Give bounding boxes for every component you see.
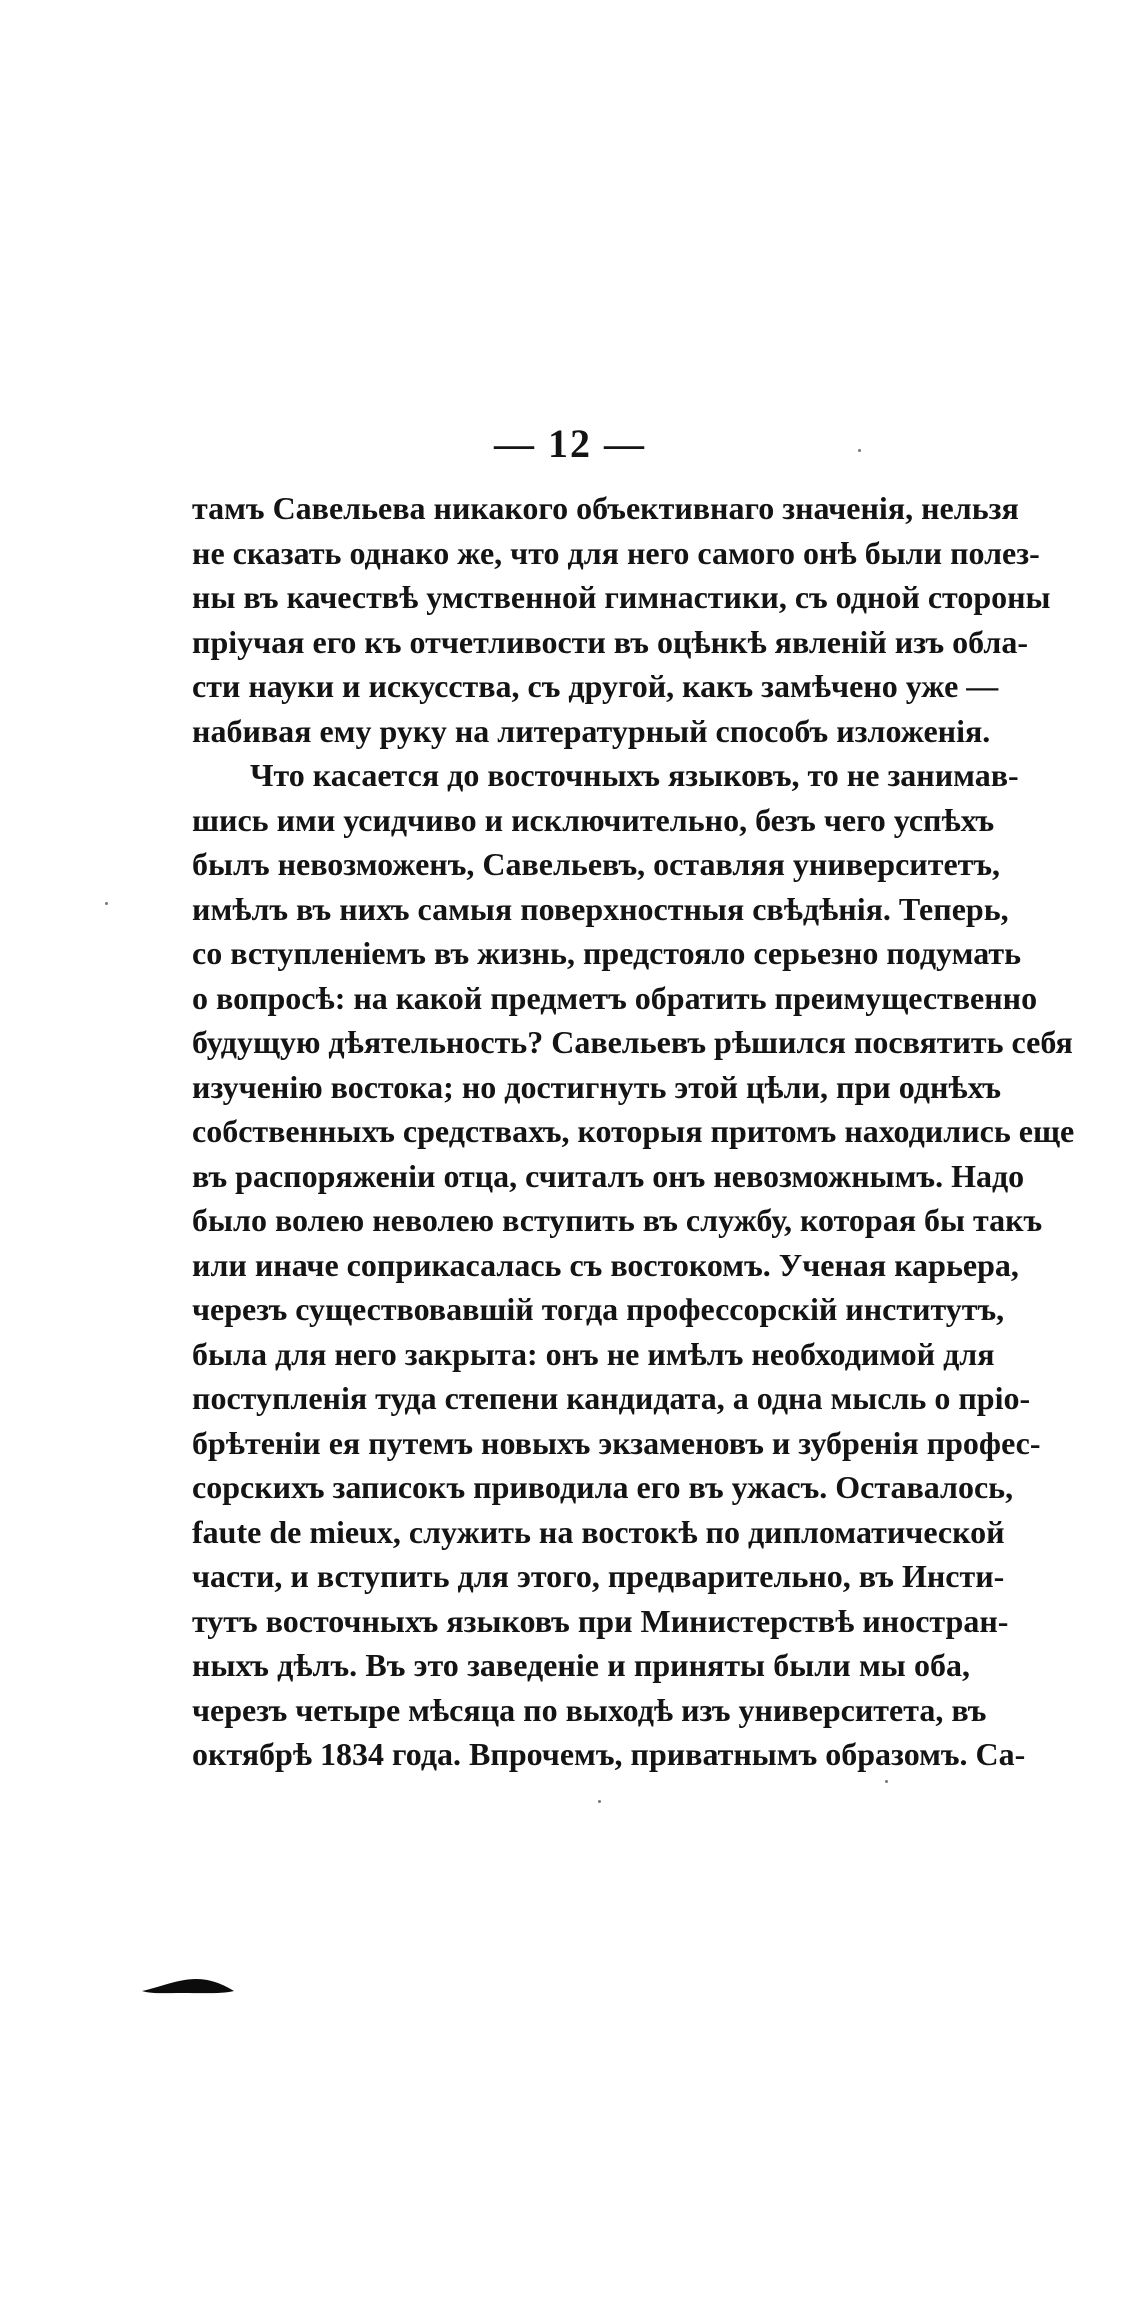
text-line: черезъ четыре мѣсяца по выходѣ изъ университета, въ xyxy=(192,1691,987,1728)
text-line: изученію востока; но достигнуть этой цѣли, при однѣхъ xyxy=(192,1068,1002,1105)
paragraph-2 xyxy=(192,753,1075,1777)
scan-speck xyxy=(858,449,861,452)
text-line: имѣлъ въ нихъ самыя поверхностныя свѣдѣнія. Теперь, xyxy=(192,890,1009,927)
text-line: пріучая его къ отчетливости въ оцѣнкѣ явленій изъ обла- xyxy=(192,623,1028,660)
text-line: faute de mieux, служить на востокѣ по дипломатической xyxy=(192,1513,1005,1550)
ink-blot-mark xyxy=(142,1977,234,1997)
text-line: ны въ качествѣ умственной гимнастики, съ одной стороны xyxy=(192,579,1051,615)
page-number: — 12 — xyxy=(494,421,646,466)
body-text xyxy=(192,486,1075,1777)
text-line: Что касается до восточныхъ языковъ, то не занимав- xyxy=(250,757,1019,793)
text-line: тамъ Савельева никакого объективнаго значенія, нельзя xyxy=(192,490,1019,526)
text-line: брѣтеніи ея путемъ новыхъ экзаменовъ и зубренія профес- xyxy=(192,1424,1041,1461)
paragraph-1 xyxy=(192,486,1051,753)
text-line: не сказать однако же, что для него самого онѣ были полез- xyxy=(192,534,1040,571)
scan-speck xyxy=(598,1800,601,1803)
scan-speck xyxy=(885,1780,888,1783)
scan-speck xyxy=(105,902,108,905)
text-line: былъ невозможенъ, Савельевъ, оставляя университетъ, xyxy=(192,846,1001,882)
text-line: тутъ восточныхъ языковъ при Министерствѣ иностран- xyxy=(192,1602,1009,1639)
text-line: о вопросѣ: на какой предметъ обратить преимущественно xyxy=(192,979,1038,1016)
text-line: октябрѣ 1834 года. Впрочемъ, приватнымъ образомъ. Са- xyxy=(192,1736,1026,1772)
text-line: собственныхъ средствахъ, которыя притомъ находились еще xyxy=(192,1113,1075,1149)
text-line: въ распоряженіи отца, считалъ онъ невозможнымъ. Надо xyxy=(192,1157,1025,1194)
text-line: со вступленіемъ въ жизнь, предстояло серьезно подумать xyxy=(192,935,1021,971)
text-line: поступленія туда степени кандидата, а одна мысль о пріо- xyxy=(192,1380,1031,1416)
text-line: части, и вступить для этого, предварительно, въ Инсти- xyxy=(192,1558,1005,1594)
text-line: ныхъ дѣлъ. Въ это заведеніе и приняты были мы оба, xyxy=(192,1647,970,1683)
text-line: сорскихъ записокъ приводила его въ ужасъ. Оставалось, xyxy=(192,1469,1014,1505)
text-line: черезъ существовавшій тогда профессорскій институтъ, xyxy=(192,1291,1005,1327)
text-line: набивая ему руку на литературный способъ изложенія. xyxy=(192,712,991,749)
text-line: или иначе соприкасалась съ востокомъ. Ученая карьера, xyxy=(192,1246,1019,1283)
text-line: была для него закрыта: онъ не имѣлъ необходимой для xyxy=(192,1335,995,1372)
text-line: сти науки и искусства, съ другой, какъ замѣчено уже — xyxy=(192,668,999,704)
text-line: шись ими усидчиво и исключительно, безъ чего успѣхъ xyxy=(192,801,995,838)
text-line: будущую дѣятельность? Савельевъ рѣшился посвятить себя xyxy=(192,1024,1073,1060)
text-line: было волею неволею вступить въ службу, которая бы такъ xyxy=(192,1202,1043,1238)
